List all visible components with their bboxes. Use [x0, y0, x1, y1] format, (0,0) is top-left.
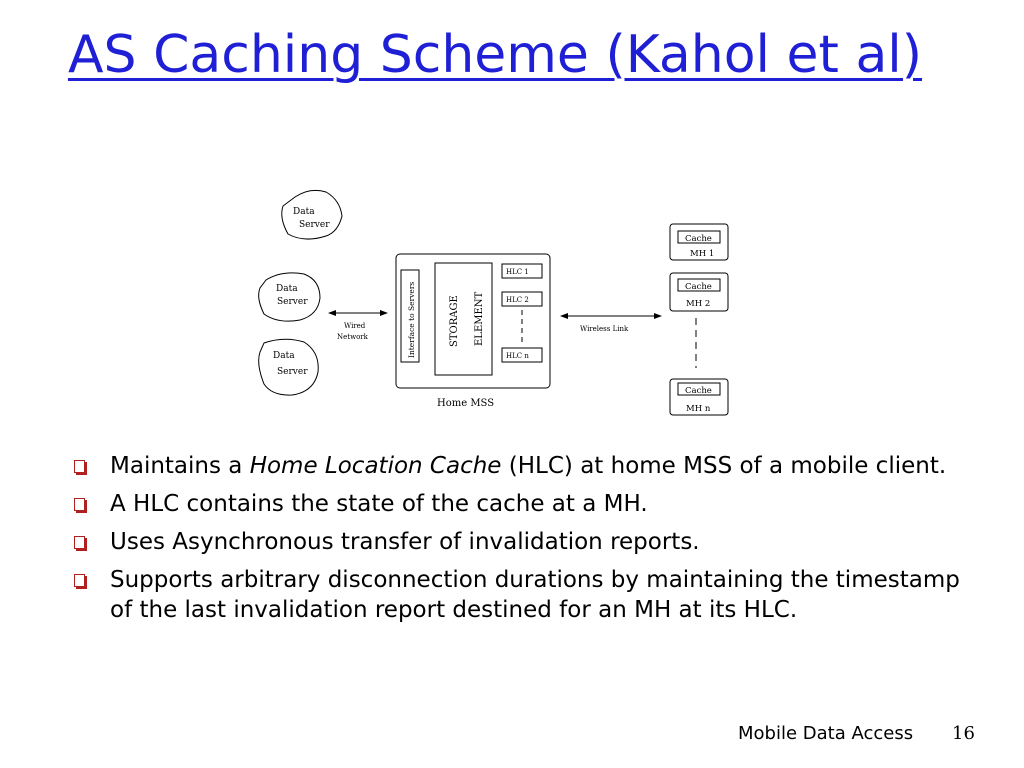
wireless-link: [560, 313, 662, 333]
page-number: 16: [952, 723, 975, 744]
slide-title: AS Caching Scheme (Kahol et al): [67, 25, 923, 85]
hlc-label: HLC 1: [506, 268, 529, 276]
bullet-list: [68, 451, 968, 633]
data-server-cloud-3: [259, 339, 319, 395]
bullet-item: Uses Asynchronous transfer of invalidation reports.: [68, 527, 968, 557]
bullet-box-icon: [74, 460, 85, 473]
data-server-cloud-1: [282, 190, 342, 239]
mh-label: MH 1: [690, 249, 715, 259]
data-server-label: Server: [299, 220, 330, 230]
mobile-host-n: [670, 379, 728, 415]
data-server-label: Data: [276, 284, 298, 294]
bullet-item: Supports arbitrary disconnection durations by maintaining the timestamp of the last invalidation report destined for an MH at its HLC.: [68, 565, 968, 625]
data-server-cloud-2: [259, 273, 320, 321]
hlc-label: HLC 2: [506, 296, 529, 304]
mh-label: MH 2: [686, 299, 711, 309]
data-server-label: Data: [293, 207, 315, 217]
wired-network-link: [328, 310, 388, 341]
wireless-label: Wireless Link: [580, 325, 629, 333]
home-mss: [396, 254, 550, 409]
footer-label: Mobile Data Access: [738, 723, 914, 744]
mh-label: MH n: [686, 404, 711, 414]
bullet-item: Maintains a Home Location Cache (HLC) at home MSS of a mobile client.: [68, 451, 968, 481]
bullet-box-icon: [74, 498, 85, 511]
storage-label: STORAGE: [449, 295, 460, 347]
storage-label: ELEMENT: [474, 291, 485, 346]
data-server-label: Server: [277, 297, 308, 307]
wired-label: Wired: [344, 322, 366, 330]
mobile-host-1: [670, 224, 728, 260]
data-server-label: Server: [277, 367, 308, 377]
home-mss-label: Home MSS: [437, 398, 495, 409]
mobile-host-2: [670, 273, 728, 311]
cache-label: Cache: [685, 386, 712, 396]
bullet-box-icon: [74, 536, 85, 549]
bullet-item: A HLC contains the state of the cache at a MH.: [68, 489, 968, 519]
bullet-box-icon: [74, 574, 85, 587]
hlc-label: HLC n: [506, 352, 529, 360]
data-server-label: Data: [273, 351, 295, 361]
interface-label: Interface to Servers: [407, 281, 416, 358]
cache-label: Cache: [685, 234, 712, 244]
wired-label: Network: [337, 333, 368, 341]
cache-label: Cache: [685, 282, 712, 292]
